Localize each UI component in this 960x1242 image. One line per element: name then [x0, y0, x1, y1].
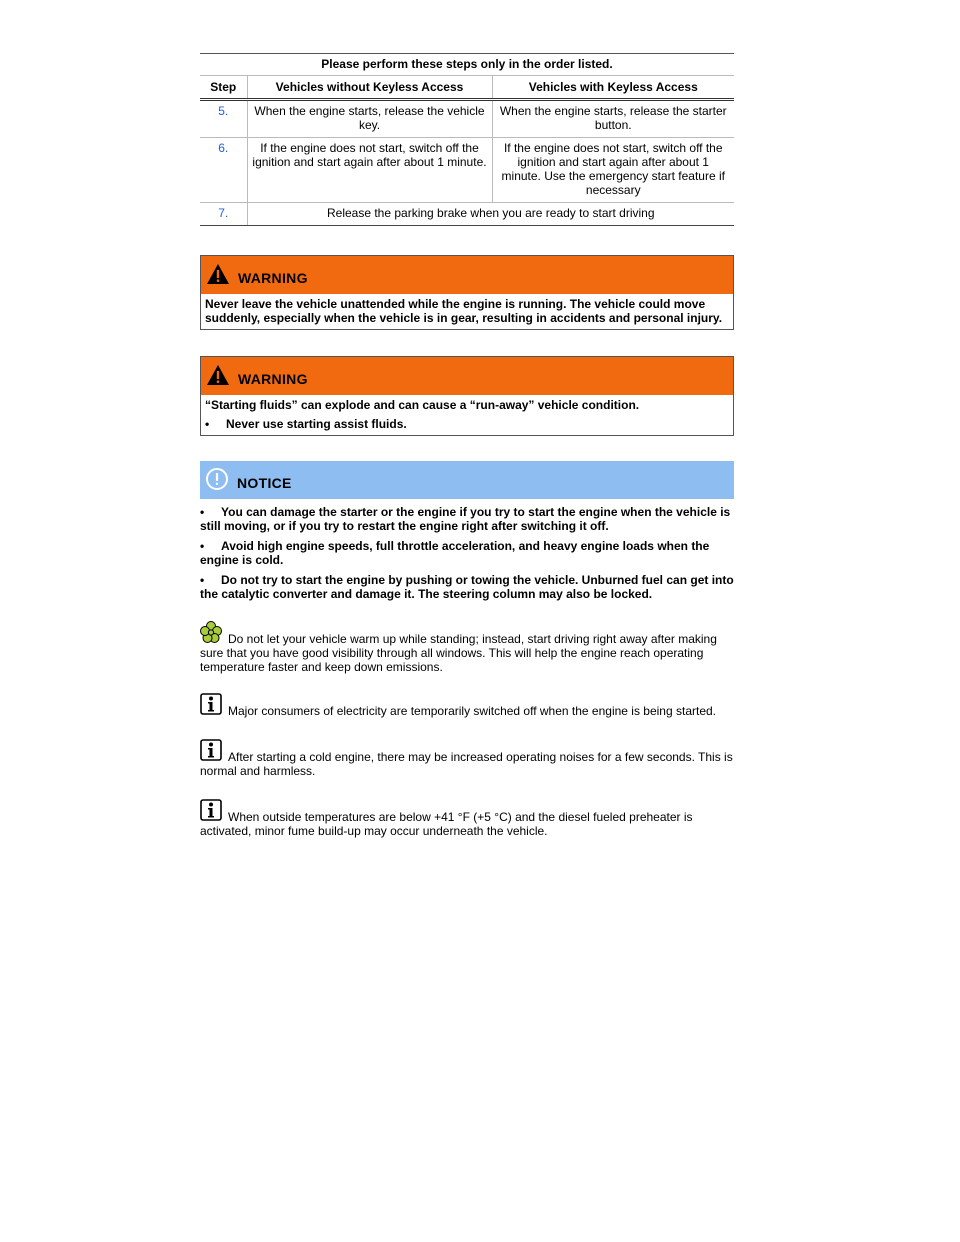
warning-text: “Starting fluids” can explode and can cause a “run-away” vehicle condition. — [205, 398, 640, 412]
notice-box — [200, 461, 734, 601]
warning-header — [201, 357, 733, 395]
step-number: 5. — [200, 100, 247, 138]
warning-title: WARNING — [238, 370, 308, 387]
column-header-with-keyless: Vehicles with Keyless Access — [492, 76, 734, 100]
notice-body — [200, 499, 734, 601]
step-number: 6. — [200, 138, 247, 203]
step-text-with-keyless: When the engine starts, release the starter button. — [492, 100, 734, 138]
steps-table-section — [200, 53, 734, 226]
environment-flower-icon — [200, 621, 222, 646]
list-item-text: You can damage the starter or the engine if you try to start the engine when the vehicle is still moving, or if you try to restart the engine right after switching it off. — [200, 505, 731, 533]
warning-title: WARNING — [238, 269, 308, 286]
steps-table — [200, 76, 734, 226]
steps-caption: Please perform these steps only in the order listed. — [200, 54, 734, 76]
bullet-icon: • — [200, 573, 205, 587]
info-icon — [200, 693, 222, 718]
warning-triangle-icon — [206, 364, 230, 388]
info-note — [200, 799, 734, 838]
warning-triangle-icon — [206, 263, 230, 287]
column-header-step: Step — [200, 76, 247, 100]
exclamation-circle-icon — [205, 467, 229, 493]
warning-header — [201, 256, 733, 294]
table-row — [200, 203, 734, 226]
table-row — [200, 100, 734, 138]
step-text-without-keyless: When the engine starts, release the vehicle key. — [247, 100, 492, 138]
bullet-icon: • — [205, 417, 210, 431]
info-note-text: Major consumers of electricity are temporarily switched off when the engine is being started. — [228, 704, 717, 718]
notice-title: NOTICE — [237, 474, 292, 491]
step-text-without-keyless: If the engine does not start, switch off the ignition and start again after about 1 minute. — [247, 138, 492, 203]
table-row — [200, 138, 734, 203]
info-icon — [200, 799, 222, 824]
info-note-text: When outside temperatures are below +41 °F (+5 °C) and the diesel fueled preheater is activated, minor fume build-up may occur underneath the vehicle. — [200, 810, 693, 838]
step-text-merged: Release the parking brake when you are ready to start driving — [247, 203, 734, 226]
info-note-text: After starting a cold engine, there may be increased operating noises for a few seconds. This is normal and harmless. — [200, 750, 733, 778]
step-number: 7. — [200, 203, 247, 226]
bullet-icon: • — [200, 505, 205, 519]
bullet-icon: • — [200, 539, 205, 553]
list-item-text: Avoid high engine speeds, full throttle acceleration, and heavy engine loads when the engine is cold. — [200, 539, 710, 567]
list-item-text: Do not try to start the engine by pushing or towing the vehicle. Unburned fuel can get into the catalytic converter and damage it. The steering column may also be locked. — [200, 573, 734, 601]
info-note — [200, 693, 734, 718]
environment-note — [200, 621, 734, 674]
warning-body — [201, 395, 733, 435]
page-content — [200, 0, 734, 838]
info-icon — [200, 739, 222, 764]
column-header-without-keyless: Vehicles without Keyless Access — [247, 76, 492, 100]
table-header-row — [200, 76, 734, 100]
list-item-text: Never use starting assist fluids. — [226, 417, 407, 431]
list-item — [200, 539, 734, 567]
warning-text: Never leave the vehicle unattended while the engine is running. The vehicle could move suddenly, especially when the vehicle is in gear, resulting in accidents and personal injury. — [205, 297, 723, 325]
environment-note-text: Do not let your vehicle warm up while standing; instead, start driving right away after making sure that you have good visibility through all windows. This will help the engine reach operating temperature faster and keep down emissions. — [200, 632, 717, 674]
notice-header — [200, 461, 734, 499]
info-note — [200, 739, 734, 778]
warning-body — [201, 294, 733, 329]
warning-box — [200, 356, 734, 436]
list-item — [200, 505, 734, 533]
list-item — [205, 417, 729, 431]
warning-box — [200, 255, 734, 330]
step-text-with-keyless: If the engine does not start, switch off the ignition and start again after about 1 minute. Use the emergency start feature if necessary — [492, 138, 734, 203]
list-item — [200, 573, 734, 601]
